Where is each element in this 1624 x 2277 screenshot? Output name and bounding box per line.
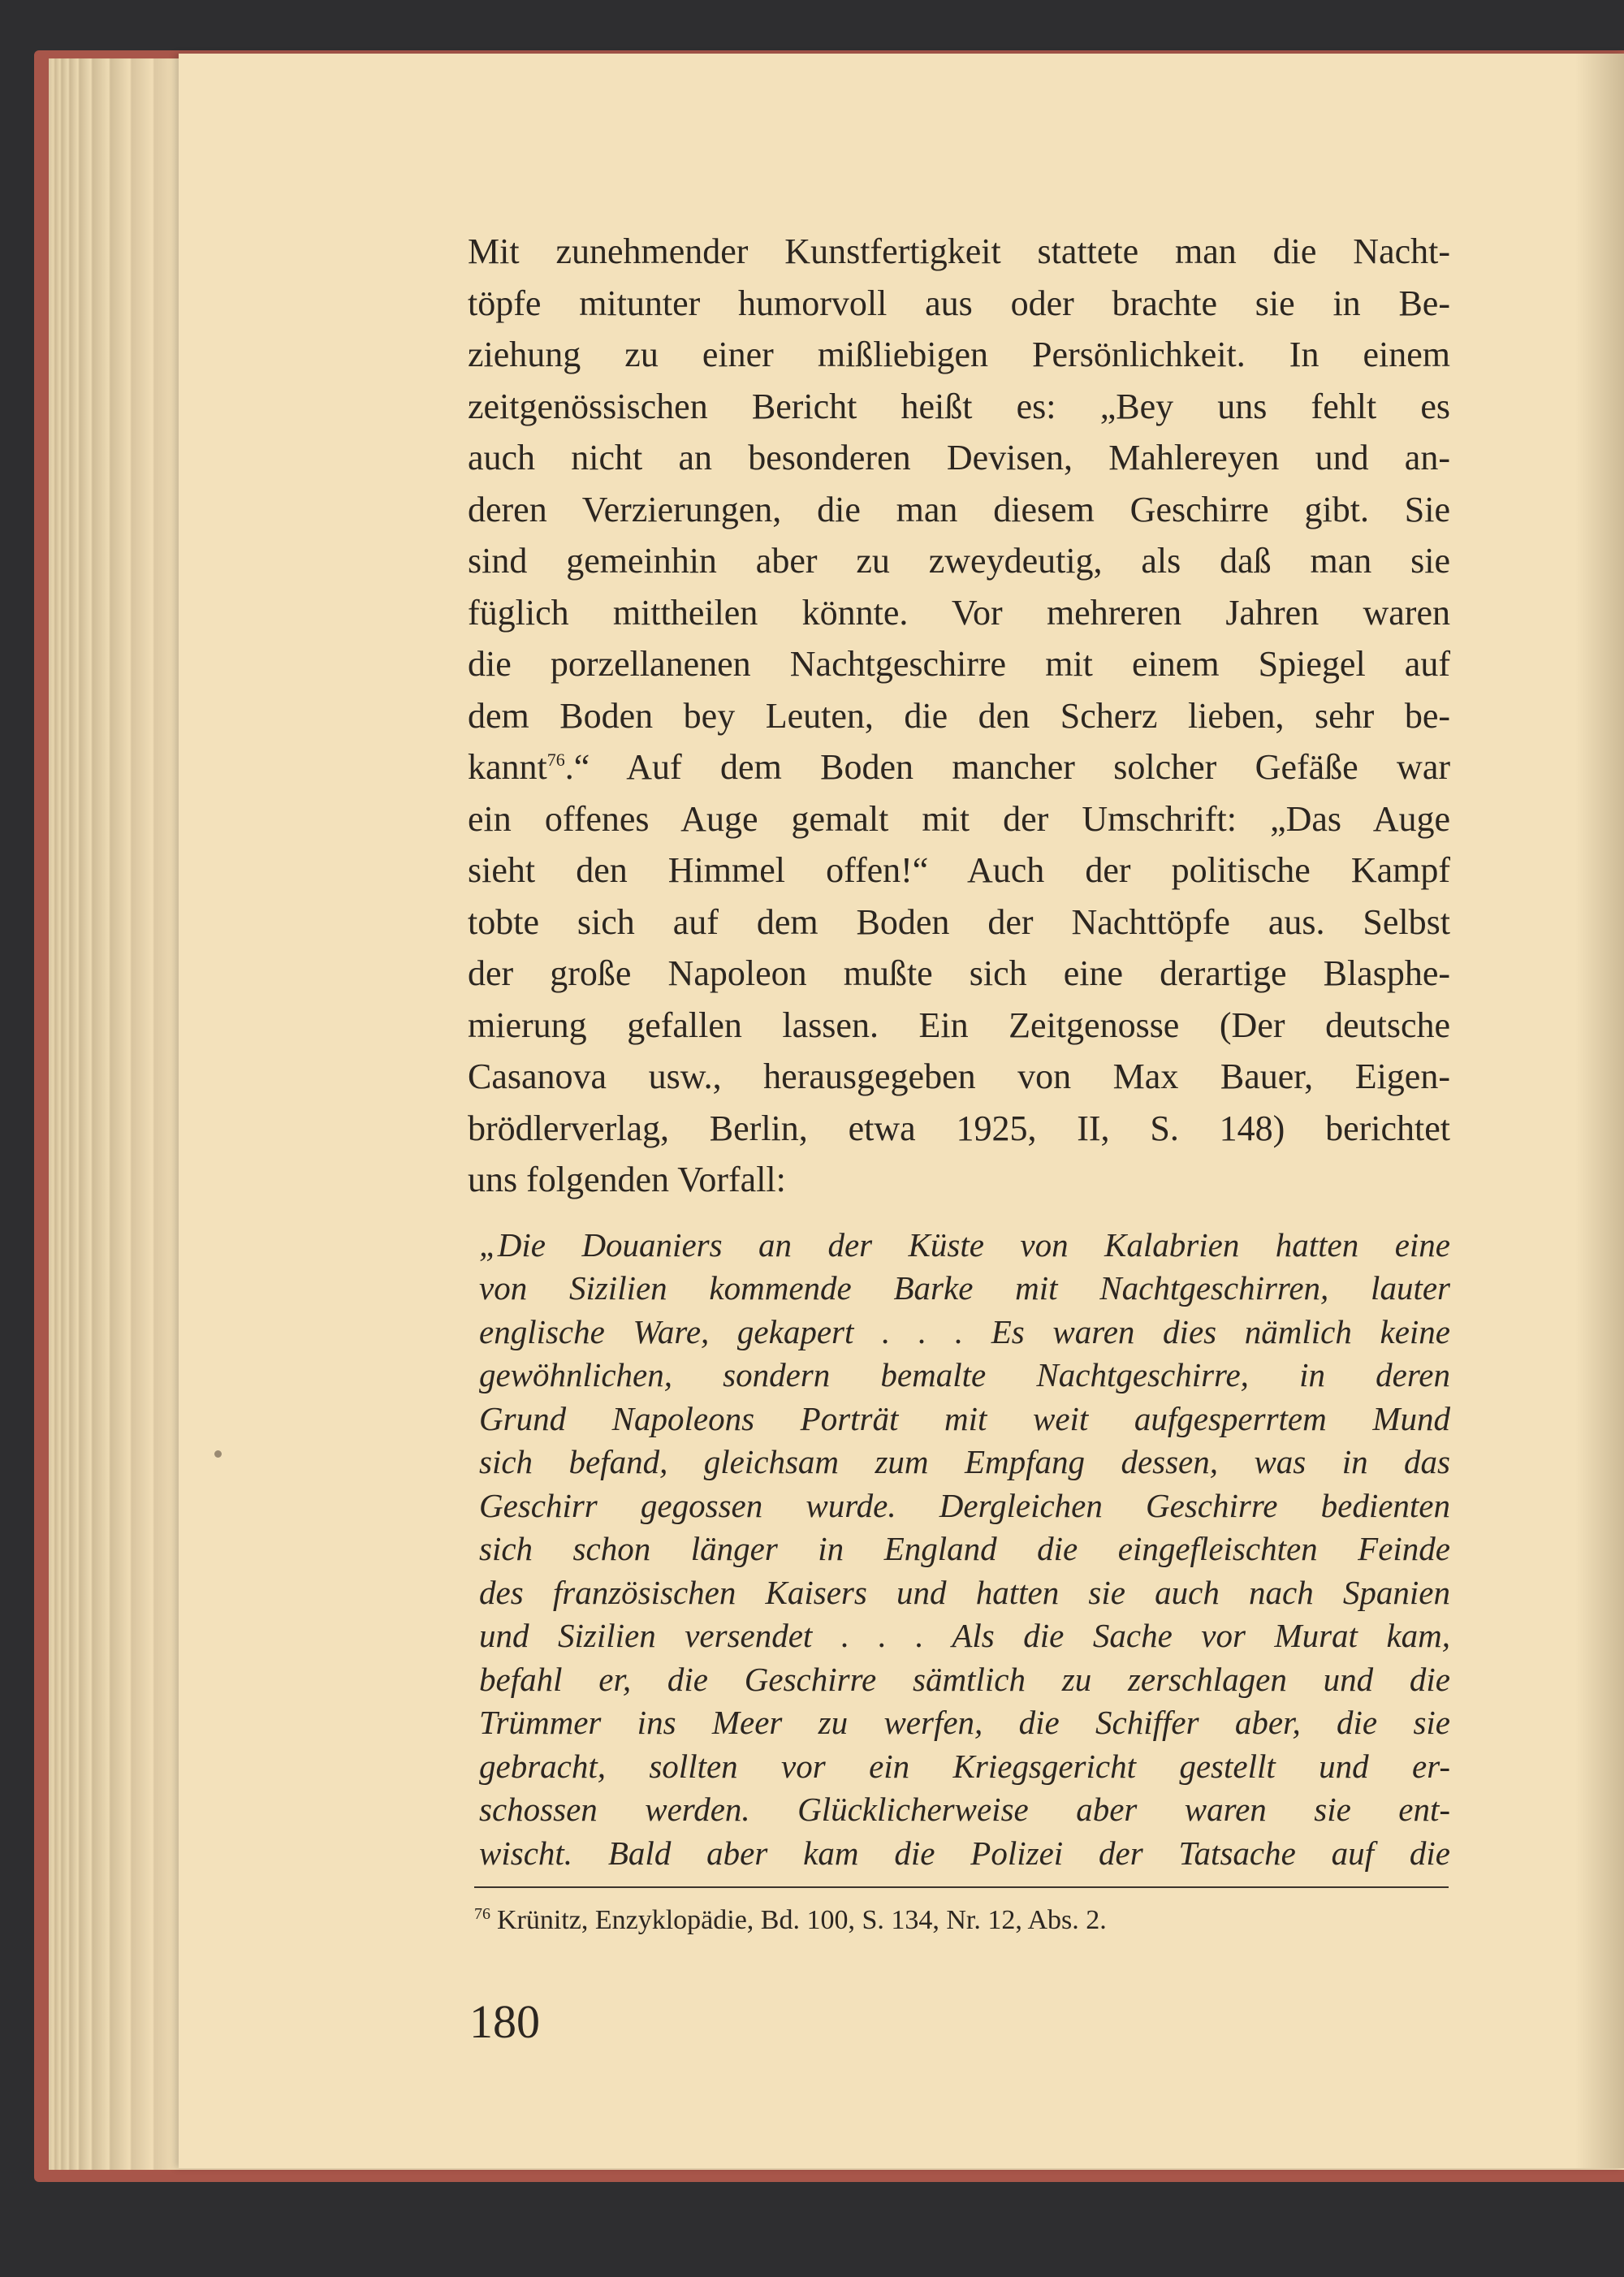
quote-line: wischt. Bald aber kam die Polizei der Tatsache auf die xyxy=(479,1834,1450,1872)
body-paragraph xyxy=(468,226,1450,1206)
body-line: sieht den Himmel offen!“ Auch der politische Kampf xyxy=(468,850,1450,890)
quote-line: und Sizilien versendet . . . Als die Sache vor Murat kam, xyxy=(479,1617,1450,1654)
quote-line: schossen werden. Glücklicherweise aber waren sie ent- xyxy=(479,1791,1450,1828)
body-line: töpfe mitunter humorvoll aus oder brachte sie in Be- xyxy=(468,283,1450,323)
quote-line: des französischen Kaisers und hatten sie auch nach Spanien xyxy=(479,1573,1450,1611)
quote-line: befahl er, die Geschirre sämtlich zu zerschlagen und die xyxy=(479,1660,1450,1698)
page-number: 180 xyxy=(469,1995,540,2048)
footnote-text: Krünitz, Enzyklopädie, Bd. 100, S. 134, Nr. 12, Abs. 2. xyxy=(497,1905,1107,1935)
footnote-divider xyxy=(474,1886,1449,1888)
quote-line: sich befand, gleichsam zum Empfang dessen, was in das xyxy=(479,1443,1450,1480)
body-line: die porzellanenen Nachtgeschirre mit einem Spiegel auf xyxy=(468,644,1450,684)
body-line: auch nicht an besonderen Devisen, Mahlereyen und an- xyxy=(468,438,1450,477)
gutter-shadow xyxy=(1575,54,1624,2168)
block-quote xyxy=(479,1224,1450,1876)
quote-line: gebracht, sollten vor ein Kriegsgericht gestellt und er- xyxy=(479,1747,1450,1785)
body-line-rest: Auf dem Boden mancher solcher Gefäße war xyxy=(626,747,1451,787)
quote-line: englische Ware, gekapert . . . Es waren dies nämlich keine xyxy=(479,1312,1450,1350)
footnote-reference: 76 xyxy=(546,750,565,770)
quote-line: sich schon länger in England die eingefleischten Feinde xyxy=(479,1530,1450,1567)
body-line: ziehung zu einer mißliebigen Persönlichkeit. In einem xyxy=(468,335,1450,374)
body-line: mierung gefallen lassen. Ein Zeitgenosse (Der deutsche xyxy=(468,1005,1450,1045)
quote-line: Grund Napoleons Porträt mit weit aufgesperrtem Mund xyxy=(479,1399,1450,1437)
body-line: ein offenes Auge gemalt mit der Umschrift: „Das Auge xyxy=(468,798,1450,839)
quote-line: Trümmer ins Meer zu werfen, die Schiffer aber, die sie xyxy=(479,1704,1450,1741)
footnote-number: 76 xyxy=(474,1905,490,1923)
body-line: zeitgenössischen Bericht heißt es: „Bey uns fehlt es xyxy=(468,386,1450,426)
body-line: der große Napoleon mußte sich eine derartige Blasphe- xyxy=(468,953,1450,993)
quote-line: „Die Douaniers an der Küste von Kalabrien hatten eine xyxy=(479,1225,1450,1264)
paper-speck xyxy=(214,1450,222,1458)
quote-line: gewöhnlichen, sondern bemalte Nachtgeschirre, in deren xyxy=(479,1356,1450,1393)
body-line: füglich mittheilen könnte. Vor mehreren Jahren waren xyxy=(468,592,1450,633)
body-line-prefix: kannt xyxy=(468,747,547,787)
body-line: Casanova usw., herausgegeben von Max Bauer, Eigen- xyxy=(468,1056,1450,1096)
body-line: deren Verzierungen, die man diesem Geschirre gibt. Sie xyxy=(468,489,1450,529)
body-line: Mit zunehmender Kunstfertigkeit stattete man die Nacht- xyxy=(468,231,1450,271)
body-line: tobte sich auf dem Boden der Nachttöpfe aus. Selbst xyxy=(468,901,1450,942)
footnote xyxy=(474,1905,1107,1936)
body-line: dem Boden bey Leuten, die den Scherz lieben, sehr be- xyxy=(468,695,1450,736)
body-line: sind gemeinhin aber zu zweydeutig, als daß man sie xyxy=(468,541,1450,581)
quote-line: von Sizilien kommende Barke mit Nachtgeschirren, lauter xyxy=(479,1269,1450,1307)
quote-close: .“ xyxy=(564,747,590,787)
text-block xyxy=(468,226,1450,1875)
body-line-with-footnote xyxy=(468,741,1450,793)
quote-line: Geschirr gegossen wurde. Dergleichen Geschirre bedienten xyxy=(479,1486,1450,1524)
body-line: uns folgenden Vorfall: xyxy=(468,1160,786,1199)
body-line: brödlerverlag, Berlin, etwa 1925, II, S. 148) berichtet xyxy=(468,1108,1450,1148)
